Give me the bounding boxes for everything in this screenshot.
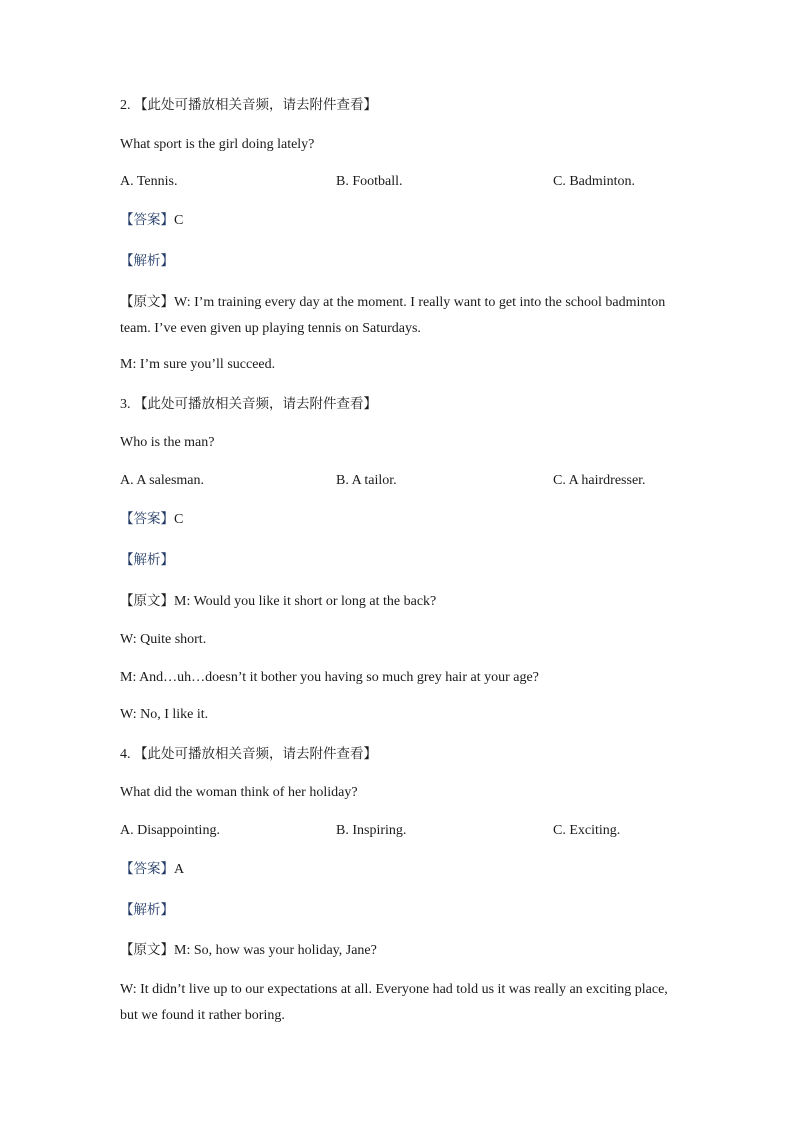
question-3-transcript-line-1 [120,588,680,615]
question-3-transcript-line-4: W: No, I like it. [120,707,209,722]
question-3-header [120,391,680,418]
analysis-tag: 【解析】 [120,902,174,918]
question-2-answer [120,207,680,234]
transcript-tag: 【原文】 [120,593,174,609]
audio-note: 【此处可播放相关音频，请去附件查看】 [134,396,377,412]
question-4-header [120,741,680,768]
transcript-text: W: I’m training every day at the moment. I really want to get into the school badminton team. I’ve even given up playing tennis on Saturdays. [120,295,666,336]
answer-tag: 【答案】 [120,861,174,877]
option-c: C. Badminton. [553,174,636,189]
option-a: A. Tennis. [120,174,178,189]
question-3-analysis [120,547,680,574]
option-b: B. Football. [336,174,403,189]
answer-value: C [174,512,184,527]
option-b: B. A tailor. [336,473,397,488]
transcript-tag: 【原文】 [120,294,174,310]
answer-tag: 【答案】 [120,212,174,228]
question-4-transcript-line-1 [120,937,680,964]
option-c: C. A hairdresser. [553,473,646,488]
option-a: A. A salesman. [120,473,204,488]
question-number: 4. [120,747,131,762]
question-4-transcript-line-2: W: It didn’t live up to our expectations at all. Everyone had told us it was really an exciting place, but we found it rather boring. [120,982,668,1023]
analysis-tag: 【解析】 [120,552,174,568]
question-4-answer [120,856,680,883]
option-a: A. Disappointing. [120,823,220,838]
question-2-transcript-line-2: M: I’m sure you’ll succeed. [120,357,276,372]
transcript-text: M: Would you like it short or long at the back? [174,594,437,609]
question-2-prompt: What sport is the girl doing lately? [120,137,315,152]
transcript-text: M: So, how was your holiday, Jane? [174,943,377,958]
answer-value: C [174,213,184,228]
question-2-analysis [120,248,680,275]
question-3-transcript-line-2: W: Quite short. [120,632,207,647]
analysis-tag: 【解析】 [120,253,174,269]
option-c: C. Exciting. [553,823,621,838]
question-3-transcript-line-3: M: And…uh…doesn’t it bother you having so much grey hair at your age? [120,670,539,685]
audio-note: 【此处可播放相关音频，请去附件查看】 [134,97,377,113]
question-4-analysis [120,897,680,924]
question-3-answer [120,506,680,533]
question-2-transcript-line-1 [120,289,680,342]
question-2-header [120,92,680,119]
question-4-prompt: What did the woman think of her holiday? [120,785,358,800]
question-number: 3. [120,397,131,412]
answer-tag: 【答案】 [120,511,174,527]
transcript-tag: 【原文】 [120,942,174,958]
question-3-prompt: Who is the man? [120,435,215,450]
answer-value: A [174,862,185,877]
audio-note: 【此处可播放相关音频，请去附件查看】 [134,746,377,762]
question-number: 2. [120,98,131,113]
option-b: B. Inspiring. [336,823,407,838]
